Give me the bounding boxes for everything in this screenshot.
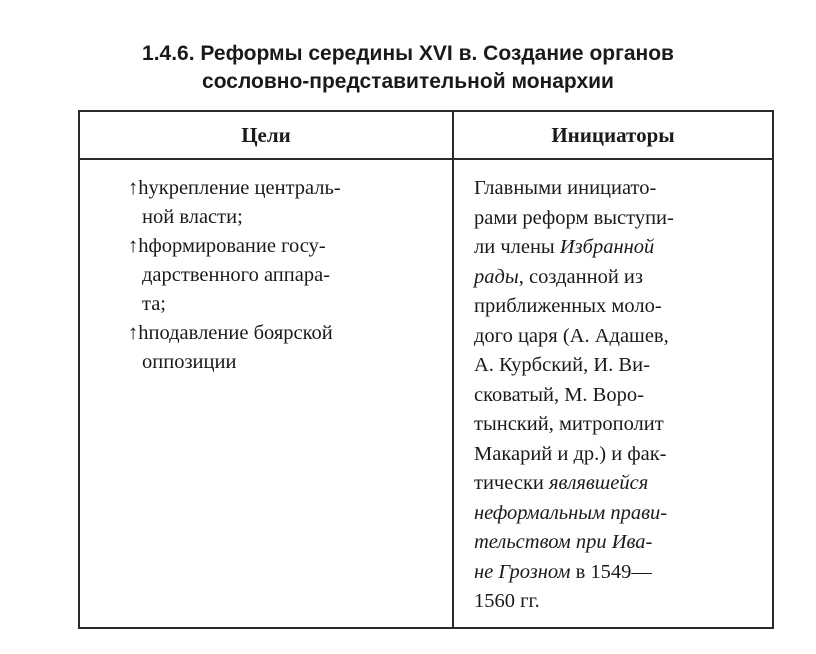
page-title <box>0 40 816 96</box>
reforms-table <box>78 110 774 629</box>
header-initiators: Инициаторы <box>551 123 675 147</box>
goal-item <box>114 319 444 377</box>
goal-item <box>114 232 444 319</box>
initiators-line: рами реформ выступи- <box>474 206 674 229</box>
initiators-line: 1560 гг. <box>474 590 540 612</box>
arrow-bullet-icon: ↑h <box>128 322 149 344</box>
initiators-line: А. Курбский, И. Ви- <box>474 354 650 376</box>
italic-term: являвшейся <box>549 472 649 494</box>
initiators-line: тически являвшейся <box>474 472 649 494</box>
initiators-line: ли члены Избранной <box>474 236 655 258</box>
goal-line: формирование госу- <box>148 235 326 257</box>
initiators-line: неформальным прави- <box>474 501 668 524</box>
initiators-line: тельством при Ива- <box>474 531 653 553</box>
arrow-bullet-icon: ↑h <box>128 177 149 199</box>
initiators-line: приближенных моло- <box>474 295 662 317</box>
initiators-line: тынский, митрополит <box>474 413 664 435</box>
title-line-1: 1.4.6. Реформы середины XVI в. Создание органов <box>142 42 674 65</box>
italic-term: Избранной <box>559 236 655 258</box>
goal-line: дарственного аппара- <box>142 264 331 286</box>
italic-term: не Грозном <box>474 560 571 583</box>
goal-line: ной власти; <box>142 206 243 228</box>
goal-line: та; <box>142 293 167 315</box>
initiators-line: Макарий и др.) и фак- <box>474 442 667 465</box>
arrow-bullet-icon: ↑h <box>128 235 149 257</box>
header-divider <box>80 158 772 160</box>
goal-line: подавление боярской <box>148 322 333 344</box>
initiators-cell <box>474 174 764 617</box>
goal-line: оппозиции <box>142 351 237 373</box>
goals-cell <box>114 174 444 377</box>
column-divider <box>452 112 454 627</box>
title-line-2: сословно-представительной монархии <box>202 70 614 93</box>
goal-item <box>114 174 444 232</box>
initiators-line: дого царя (А. Адашев, <box>474 324 669 347</box>
initiators-line: Главными инициато- <box>474 177 657 199</box>
initiators-line: рады, созданной из <box>474 265 643 288</box>
initiators-line: не Грозном в 1549— <box>474 560 652 583</box>
goal-line: укрепление централь- <box>148 177 341 199</box>
initiators-line: сковатый, М. Воро- <box>474 383 644 406</box>
header-goals: Цели <box>241 123 291 147</box>
italic-term: рады <box>474 265 519 288</box>
